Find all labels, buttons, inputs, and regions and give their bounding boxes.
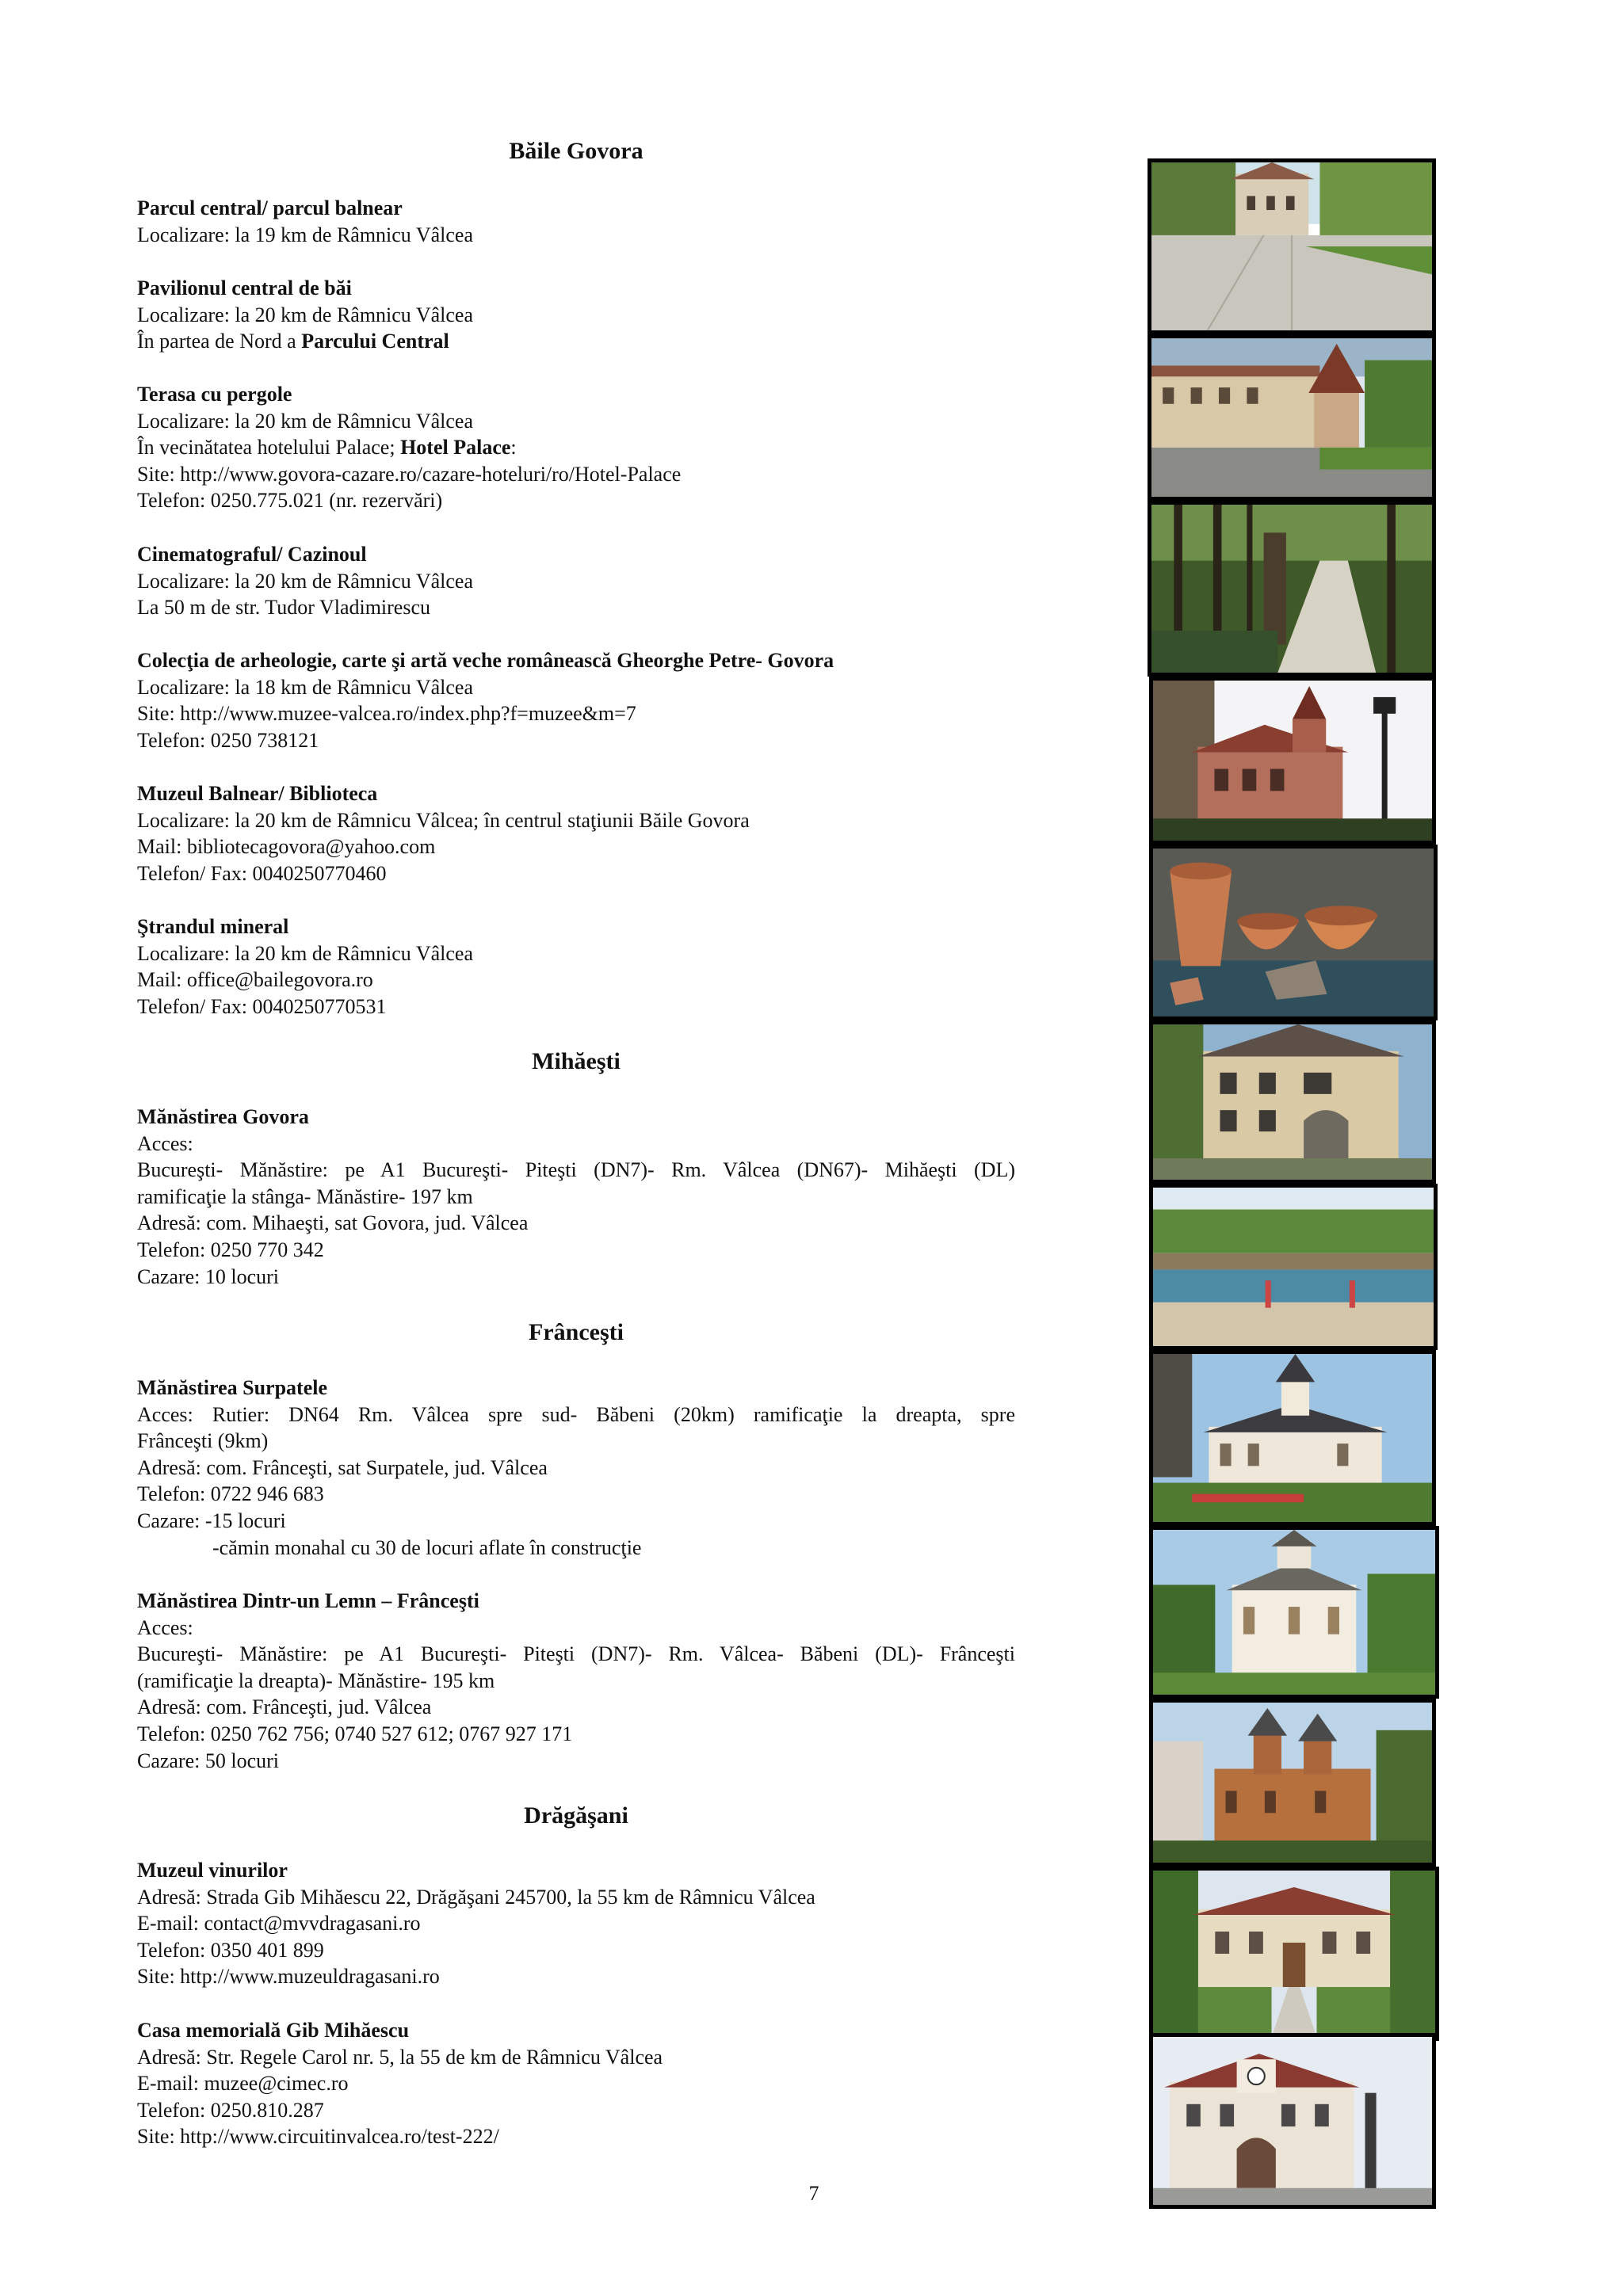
entry-line: Telefon/ Fax: 0040250770460 — [137, 861, 387, 885]
page-number: 7 — [808, 2182, 819, 2205]
entry-line: Cazare: 10 locuri — [137, 1264, 280, 1288]
entry-line: Cazare: 50 locuri — [137, 1749, 280, 1772]
entry-line: Telefon: 0250.810.287 — [137, 2098, 324, 2122]
entry-line: E-mail: muzee@cimec.ro — [137, 2072, 349, 2096]
entry-rich-line: În partea de Nord a Parcului Central — [137, 330, 449, 353]
entry-title: Muzeul vinurilor — [137, 1859, 288, 1882]
entry-title: Ştrandul mineral — [137, 915, 289, 938]
entry-line: Cazare: -15 locuri — [137, 1508, 286, 1532]
entry-pavilionul-central — [137, 275, 1015, 355]
entry-line: Telefon: 0350 401 899 — [137, 1938, 324, 1962]
entry-line: Mail: office@bailegovora.ro — [137, 968, 373, 992]
entry-terasa-cu-pergole — [137, 381, 1015, 514]
entry-line: Site: http://www.circuitinvalcea.ro/test-222/ — [137, 2125, 499, 2149]
entry-title: Mănăstirea Govora — [137, 1105, 309, 1128]
photo-casino — [1149, 677, 1436, 845]
entry-line: Telefon: 0250 770 342 — [137, 1238, 324, 1261]
entry-line: Adresă: Strada Gib Mihăescu 22, Drăgăşani 245700, la 55 km de Râmnicu Vâlcea — [137, 1885, 815, 1909]
entry-manastirea-surpatele — [137, 1375, 1015, 1561]
entry-line: (ramificaţie la dreapta)- Mănăstire- 195 km — [137, 1669, 495, 1692]
entry-manastirea-govora — [137, 1104, 1015, 1290]
entry-line: E-mail: contact@mvvdragasani.ro — [137, 1912, 421, 1936]
entry-manastirea-dintr-un-lemn — [137, 1588, 1015, 1774]
entry-line: Localizare: la 18 km de Râmnicu Vâlcea — [137, 675, 473, 699]
entry-line-indented: -cămin monahal cu 30 de locuri aflate în construcţie — [212, 1535, 642, 1559]
photo-museum-villa — [1149, 1020, 1436, 1184]
entry-title: Pavilionul central de băi — [137, 277, 352, 299]
entry-title: Casa memorială Gib Mihăescu — [137, 2019, 410, 2042]
section-heading-baile-govora: Băile Govora — [509, 138, 643, 164]
entry-line: La 50 m de str. Tudor Vladimirescu — [137, 596, 431, 620]
photo-dintr-un-lemn-church — [1149, 1526, 1439, 1699]
entry-line: Frânceşti (9km) — [137, 1429, 269, 1453]
entry-strandul-mineral — [137, 913, 1015, 1020]
entry-line: Telefon: 0250.775.021 (nr. rezervări) — [137, 489, 443, 513]
photo-baths-pavilion — [1148, 334, 1436, 501]
photo-memorial-house — [1149, 2033, 1436, 2209]
photo-surpatele-monastery — [1149, 1350, 1436, 1526]
entry-line: Adresă: com. Frânceşti, jud. Vâlcea — [137, 1695, 432, 1719]
section-heading-mihaesti: Mihăeşti — [532, 1048, 621, 1074]
entry-line: Adresă: com. Frânceşti, sat Surpatele, jud. Vâlcea — [137, 1455, 548, 1479]
entry-rich-line: În vecinătatea hotelului Palace; Hotel Palace: — [137, 436, 517, 460]
entry-line: Telefon/ Fax: 0040250770531 — [137, 994, 387, 1018]
photo-mineral-pool — [1149, 1184, 1438, 1350]
entry-line-justified: Acces: Rutier: DN64 Rm. Vâlcea spre sud- Băbeni (20km) ramificaţie la dreapta, spre — [137, 1402, 1015, 1426]
entry-casa-memoriala — [137, 2017, 1015, 2150]
entry-title: Mănăstirea Surpatele — [137, 1376, 327, 1399]
entry-line: Localizare: la 20 km de Râmnicu Vâlcea — [137, 569, 473, 593]
entry-line: Telefon: 0722 946 683 — [137, 1482, 324, 1506]
entry-colectia-arheologie — [137, 647, 1015, 753]
section-heading-francesti: Frânceşti — [529, 1319, 624, 1345]
photo-church-towers — [1149, 1699, 1436, 1867]
entry-line-justified: Bucureşti- Mănăstire: pe A1 Bucureşti- Piteşti (DN7)- Rm. Vâlcea- Băbeni (DL)- Frânceşti — [137, 1642, 1015, 1666]
photo-central-park — [1148, 158, 1436, 334]
photo-ancient-pottery — [1149, 845, 1438, 1020]
entry-line-justified: Bucureşti- Mănăstire: pe A1 Bucureşti- Piteşti (DN7)- Rm. Vâlcea (DN67)- Mihăeşti (DL) — [137, 1158, 1015, 1182]
entry-title: Mănăstirea Dintr-un Lemn – Frânceşti — [137, 1589, 479, 1612]
entry-line: Localizare: la 19 km de Râmnicu Vâlcea — [137, 223, 473, 246]
entry-line: Localizare: la 20 km de Râmnicu Vâlcea; în centrul staţiunii Băile Govora — [137, 808, 750, 832]
entry-cinematograful — [137, 541, 1015, 621]
photo-wine-museum — [1149, 1867, 1439, 2041]
entry-title: Cinematograful/ Cazinoul — [137, 543, 367, 566]
photo-park-alley — [1148, 501, 1436, 677]
entry-line: Telefon: 0250 762 756; 0740 527 612; 0767 927 171 — [137, 1722, 573, 1745]
entry-line: Telefon: 0250 738121 — [137, 728, 319, 752]
entry-line: Site: http://www.muzeuldragasani.ro — [137, 1965, 440, 1989]
entry-muzeul-balnear — [137, 780, 1015, 887]
entry-title: Terasa cu pergole — [137, 383, 292, 406]
entry-line: Localizare: la 20 km de Râmnicu Vâlcea — [137, 409, 473, 433]
entry-line: Acces: — [137, 1615, 193, 1639]
entry-line: Adresă: Str. Regele Carol nr. 5, la 55 de km de Râmnicu Vâlcea — [137, 2045, 663, 2069]
entry-line: Site: http://www.muzee-valcea.ro/index.php?f=muzee&m=7 — [137, 702, 636, 726]
entry-line: Site: http://www.govora-cazare.ro/cazare-hoteluri/ro/Hotel-Palace — [137, 462, 682, 486]
entry-parcul-central — [137, 195, 1015, 248]
entry-line: ramificaţie la stânga- Mănăstire- 197 km — [137, 1184, 473, 1208]
entry-title: Colecţia de arheologie, carte şi artă veche românească Gheorghe Petre- Govora — [137, 649, 834, 672]
entry-line: Localizare: la 20 km de Râmnicu Vâlcea — [137, 303, 473, 326]
section-heading-dragasani: Drăgăşani — [524, 1802, 628, 1829]
entry-line: Acces: — [137, 1131, 193, 1155]
entry-line: Mail: bibliotecagovora@yahoo.com — [137, 835, 436, 859]
entry-line: Adresă: com. Mihaeşti, sat Govora, jud. Vâlcea — [137, 1211, 529, 1235]
entry-muzeul-vinurilor — [137, 1857, 1015, 1990]
entry-title: Muzeul Balnear/ Biblioteca — [137, 782, 378, 805]
entry-line: Localizare: la 20 km de Râmnicu Vâlcea — [137, 941, 473, 965]
entry-title: Parcul central/ parcul balnear — [137, 196, 403, 219]
